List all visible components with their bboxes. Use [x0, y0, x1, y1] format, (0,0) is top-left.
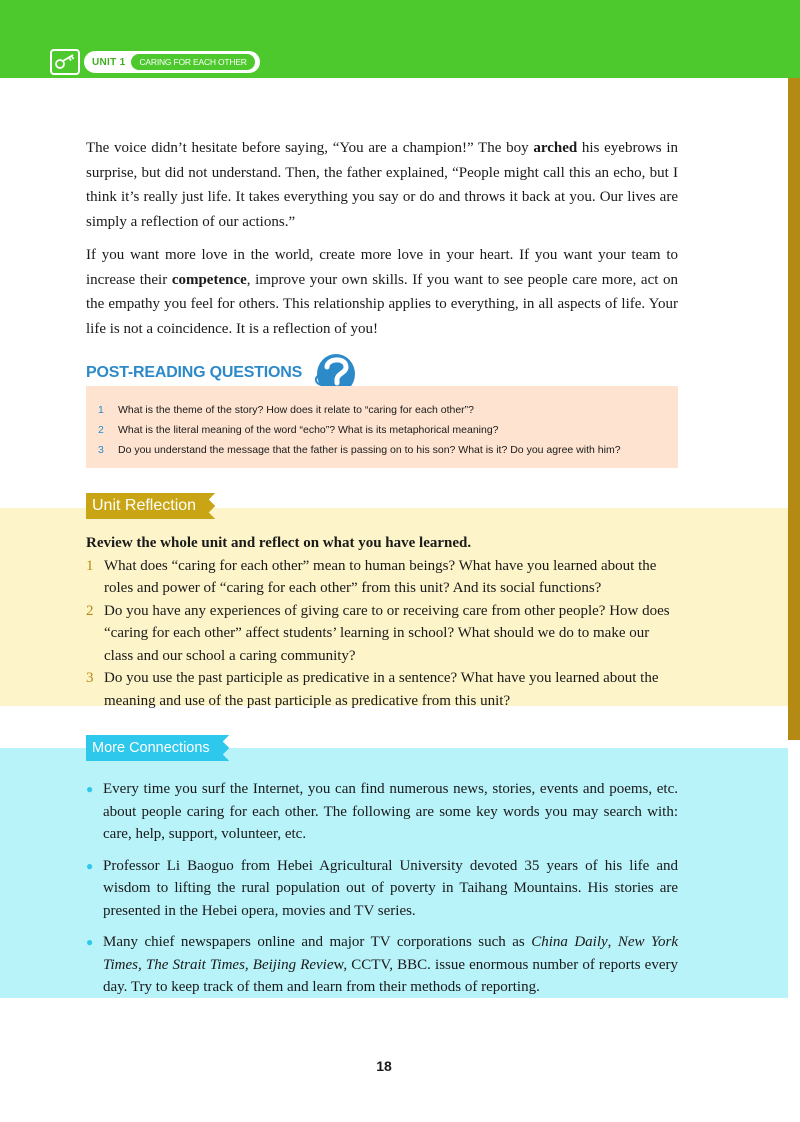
- connection-item: [86, 855, 678, 923]
- question-text: Do you understand the message that the father is passing on to his son? What is it? Do you agree with him?: [118, 444, 621, 456]
- connection-text-part: w, CCTV, BBC. issue enormous number of reports every day. Try to keep track of them and learn from their methods of reporting.: [103, 956, 678, 995]
- post-reading-questions-box: [86, 386, 678, 468]
- connection-text-part: Many chief newspapers online and major TV corporations such as: [103, 934, 532, 950]
- side-accent-bar: [788, 78, 800, 740]
- unit-title: CARING FOR EACH OTHER: [131, 54, 254, 70]
- post-reading-title: POST-READING QUESTIONS: [86, 364, 303, 381]
- reading-paragraph-2: [86, 243, 678, 341]
- unit-pill: [84, 51, 260, 73]
- question-text: What is the literal meaning of the word “echo”? What is its metaphorical meaning?: [118, 424, 499, 436]
- page-number: 18: [376, 1058, 392, 1074]
- connection-item: [86, 931, 678, 999]
- question-text: What is the theme of the story? How does it relate to “caring for each other”?: [118, 404, 475, 416]
- bullet-icon: ●: [86, 782, 94, 796]
- vocab-word-competence: competence: [171, 271, 247, 288]
- publication-name: China Daily: [531, 934, 608, 950]
- unit-reflection-content: [86, 532, 678, 712]
- connection-text-part: ,: [607, 934, 618, 950]
- question-item: [98, 420, 678, 440]
- post-reading-heading: [86, 364, 302, 382]
- reflection-number: 3: [86, 670, 94, 686]
- more-connections-tag: More Connections: [86, 735, 222, 761]
- connection-item: [86, 778, 678, 846]
- connection-text: [103, 931, 678, 999]
- vocab-word-arched: arched: [533, 140, 578, 156]
- reflection-number: 1: [86, 557, 94, 574]
- reflection-text: Do you have any experiences of giving care to or receiving care from other people? How does “caring for each other” affect students’ learning in school? What should we do to make our class and our school a caring community?: [104, 602, 670, 664]
- bullet-icon: ●: [86, 858, 94, 873]
- reflection-item: [86, 667, 678, 712]
- more-connections-content: [86, 778, 678, 1008]
- connection-text: Every time you surf the Internet, you can find numerous news, stories, events and poems, etc. about people caring for each other. The following are some key words you may search with: care, help, support, volunteer, etc.: [103, 781, 678, 842]
- paragraph-text: If you want more love in the world, create more love in your heart. If you want your team to increase their: [86, 247, 678, 288]
- reflection-text: Do you use the past participle as predicative in a sentence? What have you learned about the meaning and use of the past participle as predicative from this unit?: [104, 670, 659, 709]
- question-number: 1: [98, 404, 104, 416]
- unit-reflection-tag: Unit Reflection: [86, 493, 208, 519]
- reflection-item: [86, 555, 678, 600]
- reflection-item: [86, 600, 678, 668]
- reflection-number: 2: [86, 602, 94, 619]
- reflection-text: What does “caring for each other” mean to human beings? What have you learned about the roles and power of “caring for each other” from this unit? And its social functions?: [104, 557, 657, 596]
- question-number: 3: [98, 444, 104, 456]
- unit-label: UNIT 1: [92, 56, 126, 68]
- unit-tag: [50, 49, 260, 75]
- reflection-heading: Review the whole unit and reflect on what you have learned.: [86, 535, 472, 551]
- key-icon: [50, 49, 80, 75]
- paragraph-text: The voice didn’t hesitate before saying, “You are a champion!” The boy: [86, 140, 534, 156]
- reading-paragraph-1: [86, 136, 678, 234]
- paragraph-text: his eyebrows in surprise, but did not understand. Then, the father explained, “People might call this an echo, but I think it’s really just life. It takes everything you say or do and throws it back at you. Our lives are simply a reflection of our actions.”: [86, 140, 679, 230]
- question-number: 2: [98, 424, 104, 436]
- question-item: [98, 440, 678, 460]
- question-item: [98, 400, 678, 420]
- publication-name: New York Times, The Strait Times, Beijing Revie: [103, 934, 678, 973]
- connection-text: Professor Li Baoguo from Hebei Agricultural University devoted 35 years of his life and wisdom to lifting the rural population out of poverty in Taihang Mountains. His stories are presented in the Hebei opera, movies and TV series.: [103, 857, 678, 919]
- paragraph-text: , improve your own skills. If you want to see people care more, act on the empathy you feel for others. This relationship applies to everything, in all aspects of life. Your life is not a coincidence. It is a reflection of you!: [86, 271, 679, 337]
- bullet-icon: ●: [86, 935, 94, 949]
